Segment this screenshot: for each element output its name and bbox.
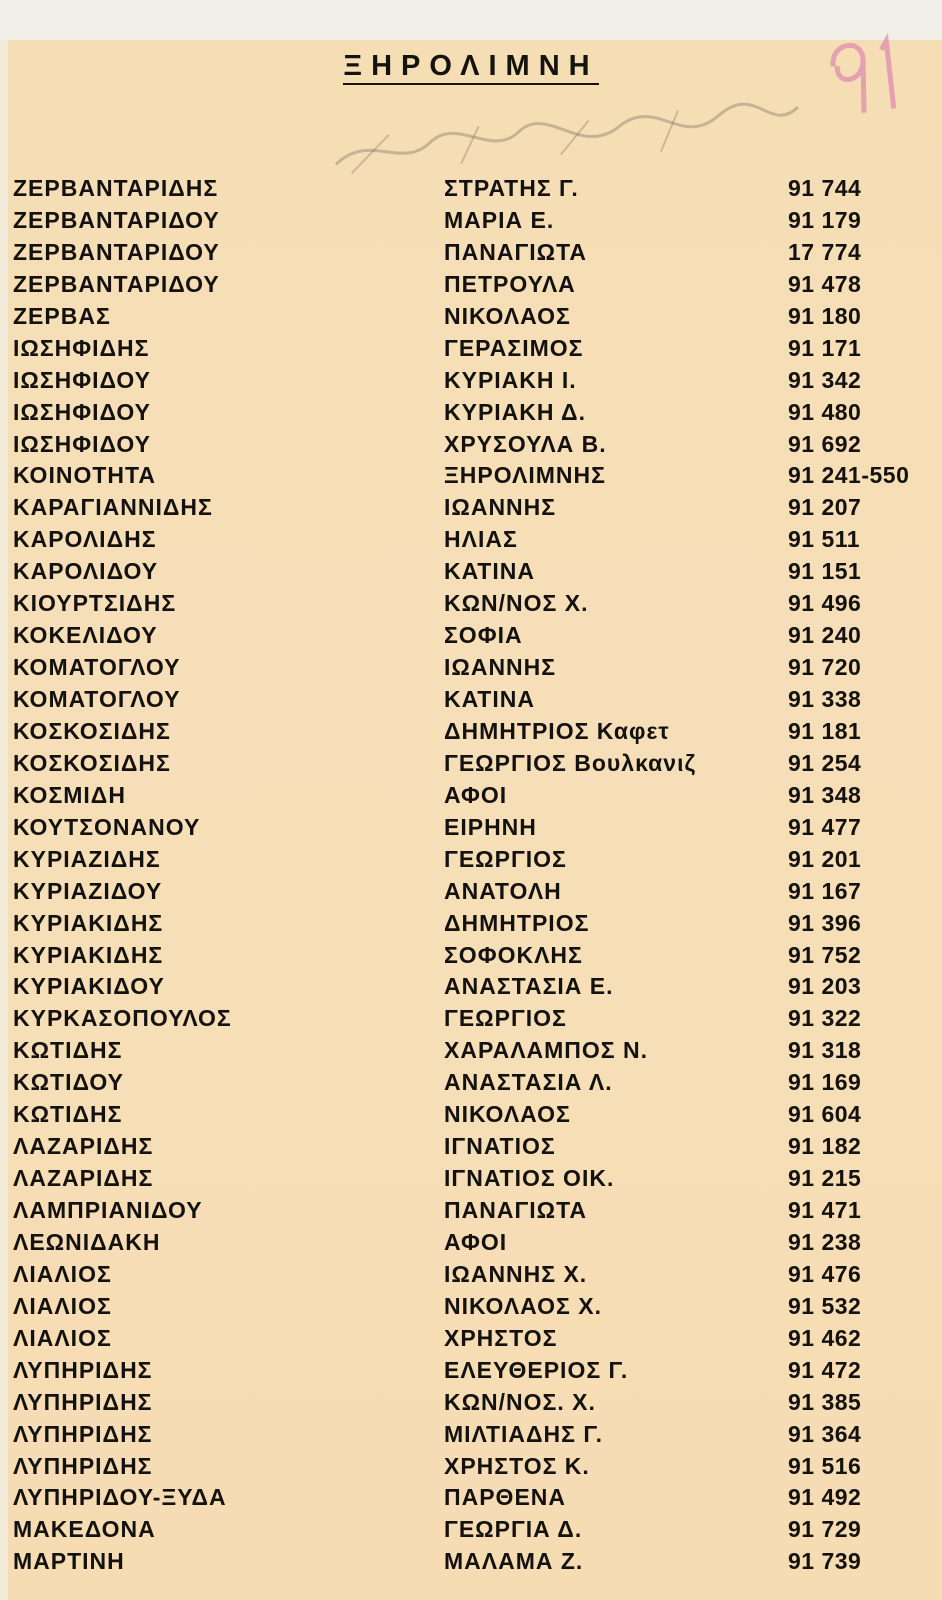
phone-number: 91 364	[788, 1420, 862, 1447]
directory-row	[0, 715, 942, 747]
surname: ΚΑΡΑΓΙΑΝΝΙΔΗΣ	[13, 494, 213, 521]
given-name: ΙΓΝΑΤΙΟΣ ΟΙΚ.	[444, 1165, 615, 1192]
directory-row	[0, 332, 942, 364]
directory-row	[0, 683, 942, 715]
directory-row	[0, 1354, 942, 1386]
phone-number: 91 179	[788, 206, 862, 233]
directory-row	[0, 1066, 942, 1098]
given-name: ΙΩΑΝΝΗΣ	[444, 654, 557, 681]
given-name: ΑΦΟΙ	[444, 1228, 508, 1255]
surname: ΛΑΜΠΡΙΑΝΙΔΟΥ	[13, 1197, 203, 1223]
surname: ΛΥΠΗΡΙΔΗΣ	[13, 1452, 153, 1479]
surname: ΚΟΣΚΟΣΙΔΗΣ	[13, 717, 171, 744]
directory-row	[0, 779, 942, 811]
given-name: ΠΑΝΑΓΙΩΤΑ	[444, 1197, 588, 1223]
phone-number: 91 492	[788, 1484, 862, 1511]
surname: ΖΕΡΒΑΝΤΑΡΙΔΟΥ	[13, 206, 220, 233]
phone-number: 91 729	[788, 1516, 862, 1543]
surname: ΚΥΡΙΑΖΙΔΟΥ	[13, 877, 163, 904]
phone-number: 91 496	[788, 590, 862, 617]
phone-number: 91 238	[788, 1228, 862, 1255]
surname: ΚΥΡΙΑΚΙΔΟΥ	[13, 973, 165, 1000]
given-name: ΔΗΜΗΤΡΙΟΣ	[444, 909, 590, 936]
phone-number: 91 604	[788, 1101, 862, 1128]
surname: ΛΑΖΑΡΙΔΗΣ	[13, 1133, 154, 1160]
phone-number: 17 774	[788, 238, 862, 265]
surname: ΛΑΖΑΡΙΔΗΣ	[13, 1165, 154, 1192]
phone-number: 91 322	[788, 1005, 862, 1032]
surname: ΛΥΠΗΡΙΔΗΣ	[13, 1420, 153, 1447]
phone-number: 91 169	[788, 1069, 862, 1096]
surname: ΖΕΡΒΑΝΤΑΡΙΔΟΥ	[13, 238, 220, 265]
given-name: ΝΙΚΟΛΑΟΣ	[444, 1101, 571, 1128]
surname: ΚΙΟΥΡΤΣΙΔΗΣ	[13, 590, 177, 617]
phone-number: 91 171	[788, 334, 862, 361]
phone-number: 91 241-550	[788, 462, 910, 489]
phone-number: 91 462	[788, 1324, 862, 1351]
given-name: ΞΗΡΟΛΙΜΝΗΣ	[444, 462, 606, 489]
phone-number: 91 342	[788, 366, 862, 393]
directory-row	[0, 459, 942, 491]
given-name: ΜΙΛΤΙΑΔΗΣ Γ.	[444, 1420, 604, 1447]
given-name: ΣΟΦΟΚΛΗΣ	[444, 941, 583, 968]
directory-row	[0, 268, 942, 300]
directory-row	[0, 236, 942, 268]
surname: ΖΕΡΒΑΝΤΑΡΙΔΟΥ	[13, 270, 220, 297]
given-name: ΝΙΚΟΛΑΟΣ Χ.	[444, 1292, 602, 1319]
phone-number: 91 532	[788, 1292, 862, 1319]
phone-number: 91 254	[788, 749, 862, 776]
phone-number: 91 182	[788, 1133, 862, 1160]
phone-number: 91 476	[788, 1260, 862, 1287]
surname: ΛΙΑΛΙΟΣ	[13, 1292, 112, 1319]
directory-row	[0, 1418, 942, 1450]
phone-number: 91 180	[788, 302, 862, 329]
given-name: ΧΡΗΣΤΟΣ Κ.	[444, 1452, 590, 1479]
given-name: ΧΡΗΣΤΟΣ	[444, 1324, 558, 1351]
directory-row	[0, 619, 942, 651]
surname: ΛΥΠΗΡΙΔΟΥ-ΞΥΔΑ	[13, 1484, 227, 1511]
phone-number: 91 240	[788, 622, 862, 649]
surname: ΛΙΑΛΙΟΣ	[13, 1324, 112, 1351]
phone-number: 91 477	[788, 813, 862, 840]
given-name: ΓΕΡΑΣΙΜΟΣ	[444, 334, 584, 361]
directory-row	[0, 651, 942, 683]
phone-number: 91 511	[788, 526, 861, 553]
directory-row	[0, 1545, 942, 1577]
surname: ΚΟΜΑΤΟΓΛΟΥ	[13, 686, 181, 712]
phone-number: 91 181	[788, 717, 862, 744]
given-name: ΔΗΜΗΤΡΙΟΣ Καφετ	[444, 717, 670, 744]
directory-row	[0, 1450, 942, 1482]
surname: ΚΟΚΕΛΙΔΟΥ	[13, 622, 158, 649]
directory-row	[0, 1322, 942, 1354]
directory-row	[0, 300, 942, 332]
surname: ΛΥΠΗΡΙΔΗΣ	[13, 1356, 153, 1383]
surname: ΛΥΠΗΡΙΔΗΣ	[13, 1388, 153, 1415]
directory-row	[0, 875, 942, 907]
directory-row	[0, 1258, 942, 1290]
directory-row	[0, 907, 942, 939]
surname: ΜΑΡΤΙΝΗ	[13, 1548, 125, 1575]
surname: ΛΙΑΛΙΟΣ	[13, 1260, 112, 1287]
phone-number: 91 201	[788, 845, 862, 872]
given-name: ΕΛΕΥΘΕΡΙΟΣ Γ.	[444, 1356, 629, 1383]
phone-number: 91 472	[788, 1356, 862, 1383]
given-name: ΚΥΡΙΑΚΗ Ι.	[444, 366, 577, 393]
phone-number: 91 692	[788, 430, 862, 457]
directory-row	[0, 1162, 942, 1194]
given-name: ΓΕΩΡΓΙΑ Δ.	[444, 1516, 583, 1543]
given-name: ΚΑΤΙΝΑ	[444, 558, 535, 585]
surname: ΚΟΥΤΣΟΝΑΝΟΥ	[13, 813, 201, 840]
given-name: ΧΑΡΑΛΑΜΠΟΣ Ν.	[444, 1037, 648, 1064]
surname: ΚΑΡΟΛΙΔΟΥ	[13, 558, 159, 585]
directory-row	[0, 523, 942, 555]
directory-row	[0, 1481, 942, 1513]
directory-row	[0, 396, 942, 428]
phone-number: 91 480	[788, 398, 862, 425]
given-name: ΚΩΝ/ΝΟΣ Χ.	[444, 590, 589, 617]
surname: ΖΕΡΒΑΝΤΑΡΙΔΗΣ	[13, 175, 219, 201]
given-name: ΜΑΛΑΜΑ Ζ.	[444, 1548, 584, 1575]
surname: ΙΩΣΗΦΙΔΟΥ	[13, 430, 152, 457]
given-name: ΣΤΡΑΤΗΣ Γ.	[444, 175, 579, 201]
directory-row	[0, 204, 942, 236]
given-name: ΑΦΟΙ	[444, 781, 508, 808]
given-name: ΠΕΤΡΟΥΛΑ	[444, 270, 576, 297]
surname: ΙΩΣΗΦΙΔΟΥ	[13, 398, 152, 425]
phone-directory-list	[0, 172, 942, 1577]
page-title-text: ΞΗΡΟΛΙΜΝΗ	[343, 50, 598, 85]
phone-number: 91 720	[788, 654, 862, 681]
given-name: ΗΛΙΑΣ	[444, 526, 518, 553]
surname: ΚΩΤΙΔΗΣ	[13, 1101, 123, 1128]
surname: ΚΟΣΚΟΣΙΔΗΣ	[13, 749, 171, 776]
phone-number: 91 348	[788, 781, 862, 808]
phone-number: 91 744	[788, 175, 862, 201]
phone-number: 91 396	[788, 909, 862, 936]
directory-row	[0, 1034, 942, 1066]
directory-row	[0, 1226, 942, 1258]
scan-margin	[0, 0, 942, 40]
surname: ΚΟΣΜΙΔΗ	[13, 781, 126, 808]
surname: ΙΩΣΗΦΙΔΟΥ	[13, 366, 152, 393]
phone-number: 91 739	[788, 1548, 862, 1575]
directory-row	[0, 843, 942, 875]
phone-number: 91 752	[788, 941, 862, 968]
given-name: ΓΕΩΡΓΙΟΣ	[444, 1005, 567, 1032]
directory-row	[0, 970, 942, 1002]
directory-row	[0, 587, 942, 619]
given-name: ΣΟΦΙΑ	[444, 622, 523, 649]
surname: ΛΕΩΝΙΔΑΚΗ	[13, 1228, 161, 1255]
surname: ΚΥΡΙΑΖΙΔΗΣ	[13, 845, 161, 872]
directory-row	[0, 555, 942, 587]
surname: ΙΩΣΗΦΙΔΗΣ	[13, 334, 150, 361]
directory-row	[0, 811, 942, 843]
surname: ΚΩΤΙΔΟΥ	[13, 1069, 124, 1096]
phone-number: 91 151	[788, 558, 862, 585]
phone-number: 91 215	[788, 1165, 862, 1192]
phone-number: 91 318	[788, 1037, 862, 1064]
given-name: ΧΡΥΣΟΥΛΑ Β.	[444, 430, 607, 457]
directory-row	[0, 364, 942, 396]
directory-row	[0, 1098, 942, 1130]
given-name: ΑΝΑΤΟΛΗ	[444, 877, 562, 904]
phone-number: 91 338	[788, 686, 862, 712]
surname: ΜΑΚΕΔΟΝΑ	[13, 1516, 156, 1543]
given-name: ΙΓΝΑΤΙΟΣ	[444, 1133, 556, 1160]
given-name: ΙΩΑΝΝΗΣ Χ.	[444, 1260, 588, 1287]
phone-number: 91 167	[788, 877, 862, 904]
surname: ΚΥΡΙΑΚΙΔΗΣ	[13, 909, 164, 936]
given-name: ΝΙΚΟΛΑΟΣ	[444, 302, 571, 329]
surname: ΚΩΤΙΔΗΣ	[13, 1037, 123, 1064]
given-name: ΑΝΑΣΤΑΣΙΑ Ε.	[444, 973, 614, 1000]
phone-number: 91 516	[788, 1452, 862, 1479]
given-name: ΠΑΡΘΕΝΑ	[444, 1484, 567, 1511]
page-title	[0, 50, 942, 83]
given-name: ΓΕΩΡΓΙΟΣ Βουλκανιζ	[444, 749, 697, 776]
directory-row	[0, 1130, 942, 1162]
directory-row	[0, 1386, 942, 1418]
phone-number: 91 385	[788, 1388, 862, 1415]
directory-row	[0, 1290, 942, 1322]
surname: ΖΕΡΒΑΣ	[13, 302, 111, 329]
directory-row	[0, 1002, 942, 1034]
given-name: ΚΥΡΙΑΚΗ Δ.	[444, 398, 586, 425]
phone-number: 91 471	[788, 1197, 862, 1223]
phone-number: 91 478	[788, 270, 862, 297]
phone-number: 91 207	[788, 494, 862, 521]
directory-row	[0, 1513, 942, 1545]
given-name: ΚΩΝ/ΝΟΣ. Χ.	[444, 1388, 596, 1415]
given-name: ΑΝΑΣΤΑΣΙΑ Λ.	[444, 1069, 613, 1096]
directory-row	[0, 1194, 942, 1226]
surname: ΚΥΡΚΑΣΟΠΟΥΛΟΣ	[13, 1005, 232, 1032]
phone-number: 91 203	[788, 973, 862, 1000]
surname: ΚΥΡΙΑΚΙΔΗΣ	[13, 941, 164, 968]
surname: ΚΟΙΝΟΤΗΤΑ	[13, 462, 156, 489]
directory-row	[0, 491, 942, 523]
directory-row	[0, 172, 942, 204]
given-name: ΙΩΑΝΝΗΣ	[444, 494, 557, 521]
given-name: ΠΑΝΑΓΙΩΤΑ	[444, 238, 588, 265]
directory-row	[0, 747, 942, 779]
directory-row	[0, 428, 942, 460]
given-name: ΜΑΡΙΑ Ε.	[444, 206, 555, 233]
directory-row	[0, 939, 942, 971]
given-name: ΕΙΡΗΝΗ	[444, 813, 537, 840]
given-name: ΚΑΤΙΝΑ	[444, 686, 535, 712]
given-name: ΓΕΩΡΓΙΟΣ	[444, 845, 567, 872]
surname: ΚΑΡΟΛΙΔΗΣ	[13, 526, 157, 553]
surname: ΚΟΜΑΤΟΓΛΟΥ	[13, 654, 181, 681]
